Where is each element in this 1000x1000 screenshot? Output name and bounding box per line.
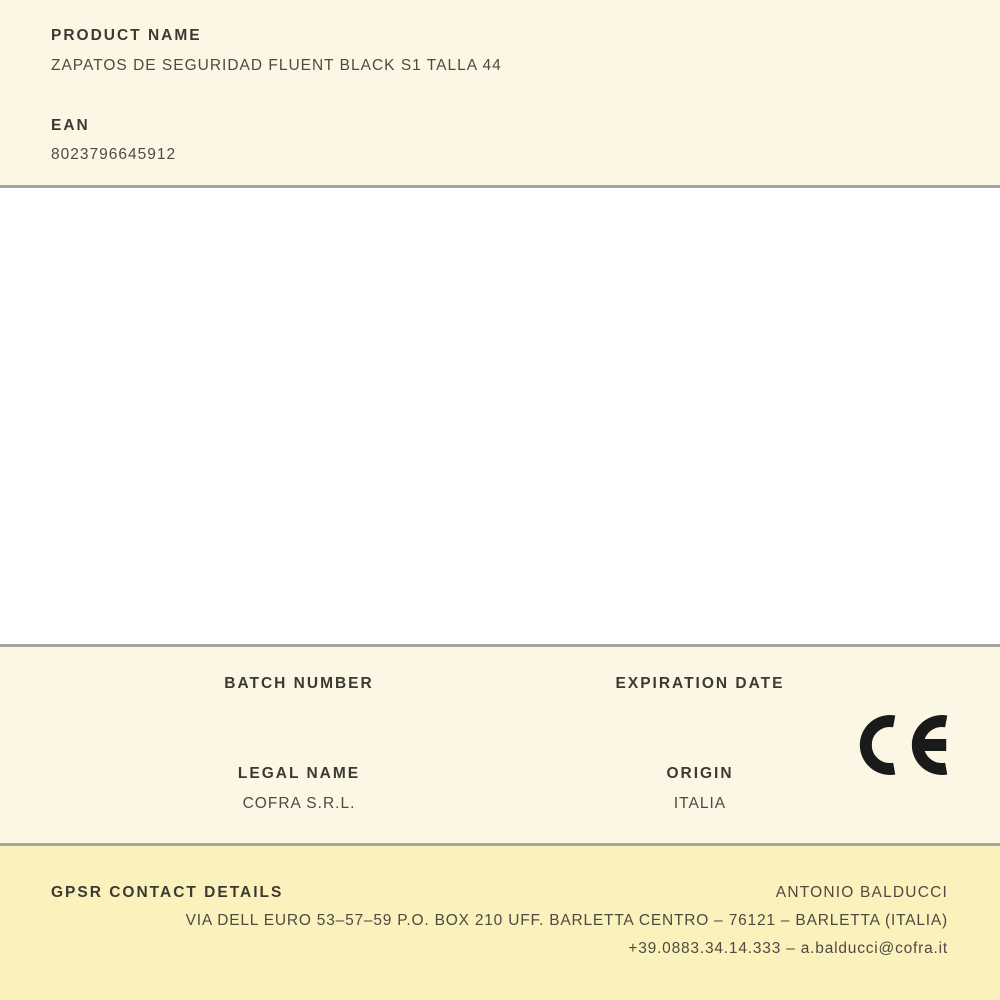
gpsr-contact-title: GPSR CONTACT DETAILS [51,884,284,901]
contact-phone-email: +39.0883.34.14.333 – a.balducci@cofra.it [628,940,948,957]
ce-marking-icon [855,712,950,782]
origin-value: ITALIA [673,795,727,812]
product-name-label: PRODUCT NAME [51,27,202,44]
origin-label: ORIGIN [666,765,734,782]
ean-value: 8023796645912 [51,146,177,163]
details-section [0,647,1000,843]
ean-label: EAN [51,117,90,134]
batch-number-label: BATCH NUMBER [224,675,374,692]
contact-address: VIA DELL EURO 53–57–59 P.O. BOX 210 UFF. BARLETTA CENTRO – 76121 – BARLETTA (ITALIA) [185,912,948,929]
blank-image-area [0,188,1000,644]
product-info-section [0,0,1000,185]
gpsr-contact-section [0,846,1000,1000]
legal-name-value: COFRA S.R.L. [242,795,356,812]
legal-name-label: LEGAL NAME [237,765,361,782]
contact-person-name: ANTONIO BALDUCCI [775,884,948,901]
expiration-date-label: EXPIRATION DATE [615,675,785,692]
product-name-value: ZAPATOS DE SEGURIDAD FLUENT BLACK S1 TALLA 44 [51,57,502,74]
